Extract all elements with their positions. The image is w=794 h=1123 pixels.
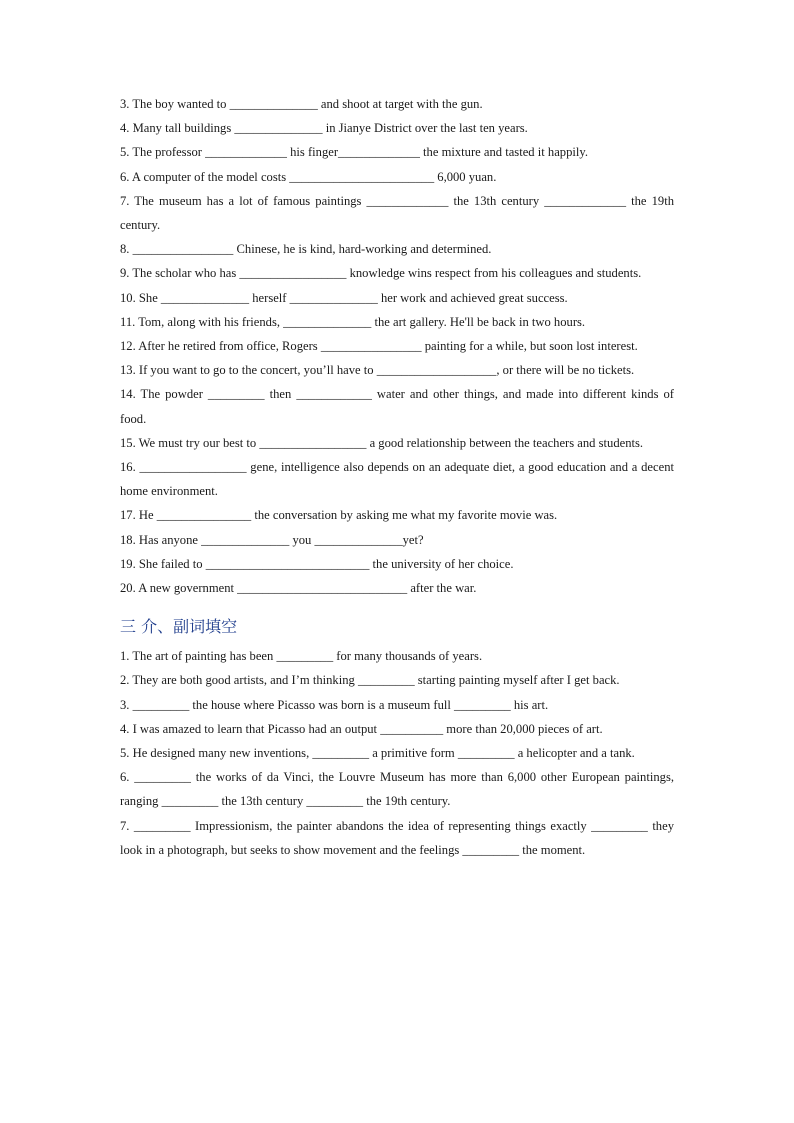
question-item: 8. ________________ Chinese, he is kind, hard-working and determined. [120,242,492,257]
question-item: 3. The boy wanted to ______________ and shoot at target with the gun. [120,97,483,111]
question-item: 16. _________________ gene, intelligence also depends on an adequate diet, a good education and a decent home environment. [120,460,674,499]
question-item: 2. They are both good artists, and I’m thinking _________ starting painting myself after I get back. [120,673,620,688]
question-item: 4. I was amazed to learn that Picasso had an output __________ more than 20,000 pieces of art. [120,721,603,736]
question-item: 15. We must try our best to _________________ a good relationship between the teachers and students. [120,435,644,450]
question-item: 7. _________ Impressionism, the painter abandons the idea of representing things exactly _________ they look in a photograph, but seeks to show movement and the feelings _________ the moment. [120,818,674,857]
question-item: 6. _________ the works of da Vinci, the Louvre Museum has more than 6,000 other European paintings, ranging _________ the 13th century _________ the 19th century. [120,770,674,809]
question-item: 4. Many tall buildings ______________ in Jianye District over the last ten years. [120,121,528,136]
fill-words-section [120,92,674,600]
prep-adv-section [120,614,674,862]
question-item: 19. She failed to __________________________ the university of her choice. [120,556,514,571]
question-item: 6. A computer of the model costs _______________________ 6,000 yuan. [120,169,497,184]
question-item: 10. She ______________ herself ______________ her work and achieved great success. [120,290,568,305]
question-item: 3. _________ the house where Picasso was born is a museum full _________ his art. [120,697,549,712]
question-item: 14. The powder _________ then ____________ water and other things, and made into different kinds of food. [120,387,674,426]
section-heading: 三 介、副词填空 [120,617,238,637]
question-item: 18. Has anyone ______________ you ______________yet? [120,532,424,547]
question-item: 11. Tom, along with his friends, ______________ the art gallery. He'll be back in two hours. [120,314,586,329]
question-item: 13. If you want to go to the concert, you’ll have to ___________________, or there will be no tickets. [120,363,635,378]
question-item: 20. A new government ___________________________ after the war. [120,581,477,596]
question-item: 5. The professor _____________ his finger_____________ the mixture and tasted it happily. [120,145,588,160]
question-item: 7. The museum has a lot of famous paintings _____________ the 13th century _____________ the 19th century. [120,193,674,233]
question-item: 17. He _______________ the conversation by asking me what my favorite movie was. [120,508,558,523]
question-item: 5. He designed many new inventions, _________ a primitive form _________ a helicopter and a tank. [120,746,635,761]
question-item: 12. After he retired from office, Rogers ________________ painting for a while, but soon lost interest. [120,339,638,354]
question-item: 1. The art of painting has been _________ for many thousands of years. [120,649,483,664]
question-item: 9. The scholar who has _________________ knowledge wins respect from his colleagues and students. [120,266,642,281]
worksheet-page [120,92,674,862]
